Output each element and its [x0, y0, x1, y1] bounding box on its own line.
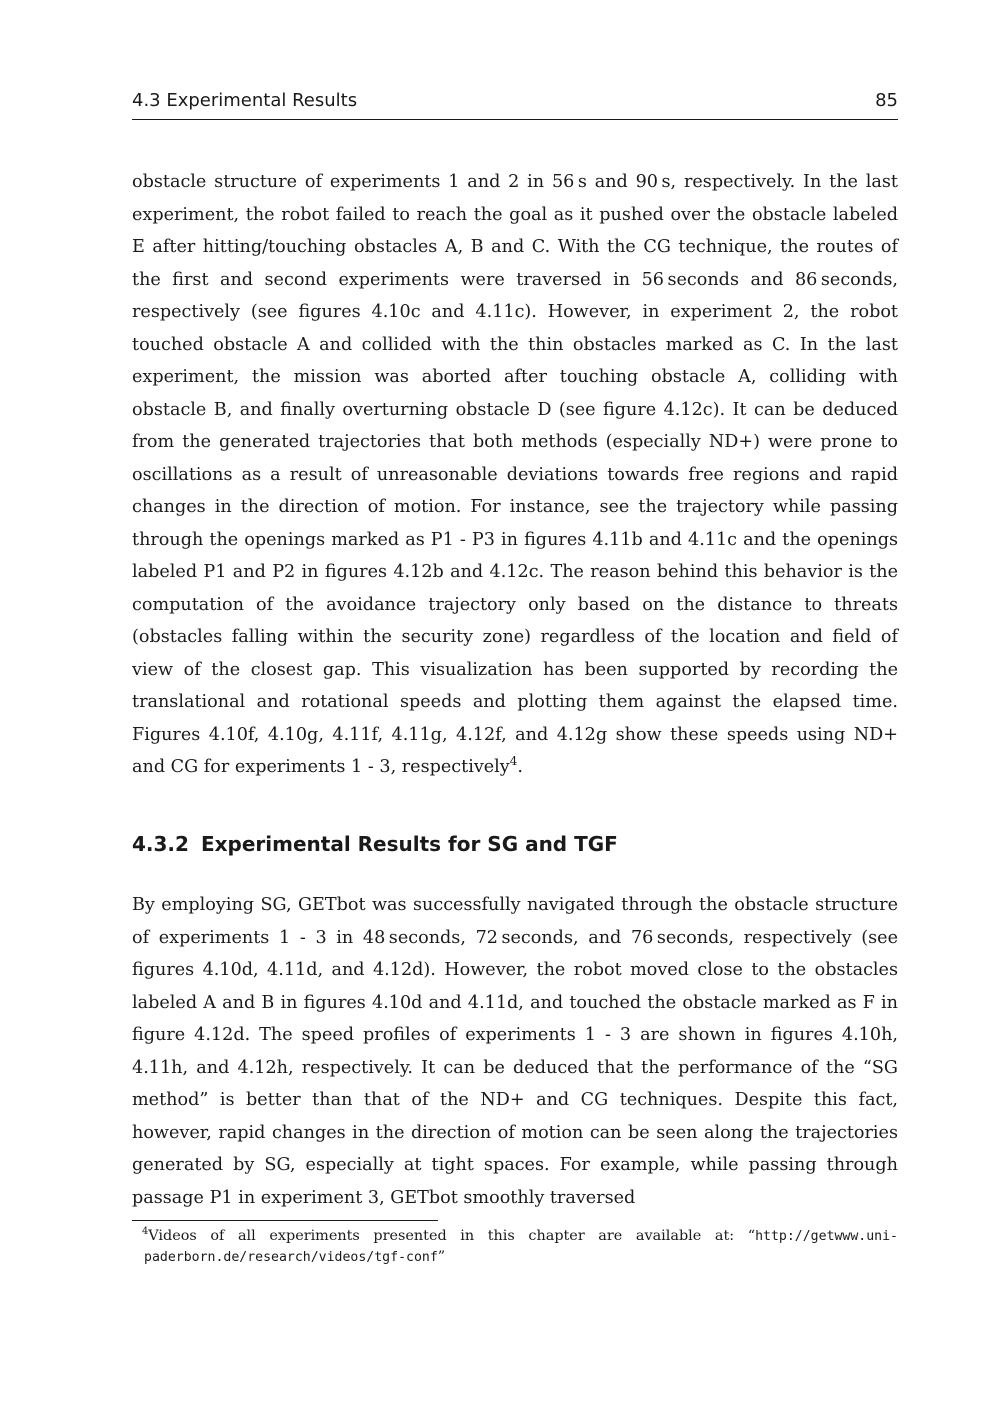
paragraph-text: obstacle structure of experiments 1 and 2 in 56 s and 90 s, respectively. In the last experiment, the robot failed to reach the goal as it pushed over the obstacle labeled E after hitting/touching obstacles A, B and C. With the CG technique, the routes of the first and second experiments were traversed in 56 seconds and 86 seconds, respectively (see figures 4.10c and 4.11c). However, in experiment 2, the robot touched obstacle A and collided with the thin obstacles marked as C. In the last experiment, the mission was aborted after touching obstacle A, colliding with obstacle B, and finally overturning obstacle D (see figure 4.12c). It can be deduced from the generated trajectories that both methods (especially ND+) were prone to oscillations as a result of unreasonable deviations towards free regions and rapid changes in the direction of motion. For instance, see the trajectory while passing through the openings marked as P1 - P3 in figures 4.11b and 4.11c and the openings labeled P1 and P2 in figures 4.12b and 4.12c. The reason behind this behavior is the computation of the avoidance trajectory only based on the distance to threats (obstacles falling within the security zone) regardless of the location and field of view of the closest gap. This visualization has been supported by recording the translational and rotational speeds and plotting them against the elapsed time. Figures 4.10f, 4.10g, 4.11f, 4.11g, 4.12f, and 4.12g show these speeds using ND+ and CG for experiments 1 - 3, respectively	[132, 172, 898, 777]
footnote-marker: 4	[142, 1226, 149, 1238]
header-section-title: 4.3 Experimental Results	[132, 90, 358, 111]
subsection-number: 4.3.2	[132, 832, 189, 856]
footnote-text: Videos of all experiments presented in this chapter are available at: “	[148, 1228, 756, 1244]
footnote-reference[interactable]: 4	[509, 754, 518, 769]
footnote-divider	[132, 1220, 438, 1221]
body-paragraph-1	[132, 166, 898, 784]
subsection-heading	[132, 829, 618, 859]
footnote	[132, 1226, 898, 1268]
document-page	[132, 0, 898, 1419]
header-page-number: 85	[875, 90, 898, 111]
footnote-close-quote: ”	[437, 1249, 446, 1265]
paragraph-text: By employing SG, GETbot was successfully navigated through the obstacle structure of experiments 1 - 3 in 48 seconds, 72 seconds, and 76 seconds, respectively (see figures 4.10d, 4.11d, and 4.12d). However, the robot moved close to the obstacles labeled A and B in figures 4.10d and 4.11d, and touched the obstacle marked as F in figure 4.12d. The speed profiles of experiments 1 - 3 are shown in figures 4.10h, 4.11h, and 4.12h, respectively. It can be deduced that the performance of the “SG method” is better than that of the ND+ and CG techniques. Despite this fact, however, rapid changes in the direction of motion can be seen along the trajectories generated by SG, especially at tight spaces. For example, while passing through passage P1 in experiment 3, GETbot smoothly traversed	[132, 895, 898, 1208]
footnote-url-link[interactable]: http://getwww.uni-paderborn.de/research/videos/tgf-conf	[144, 1229, 898, 1265]
subsection-title: Experimental Results for SG and TGF	[200, 832, 618, 856]
running-header	[132, 88, 898, 120]
paragraph-end: .	[517, 757, 523, 777]
body-paragraph-2	[132, 889, 898, 1214]
